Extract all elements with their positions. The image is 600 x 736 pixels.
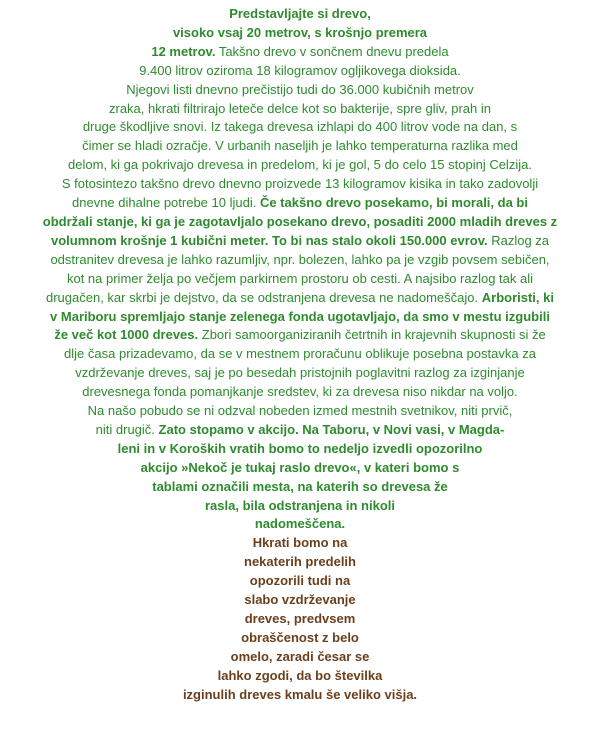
text-segment: nadomeščena. [254,516,346,532]
trunk-line-33 [0,610,600,629]
text-segment: že več kot 1000 dreves. [54,327,199,343]
crown-line-10 [0,175,600,194]
text-segment: odstranitev drevesa je lahko razumljiv, npr. bolezen, lahko pa je vzgib povsem sebičen, [50,251,550,267]
text-segment: omelo, zaradi česar se [230,648,370,664]
text-segment: druge škodljive snovi. Iz takega drevesa izhlapi do 400 litrov vode na dan, s [82,119,518,135]
crown-line-20 [0,364,600,383]
trunk-line-36 [0,667,600,686]
text-segment: slabo vzdrževanje [244,592,356,608]
text-segment: opozorili tudi na [249,573,351,589]
text-segment: drevesnega fonda pomanjkanje sredstev, ki za drevesa niso nikdar na voljo. [82,384,518,400]
text-segment: leni in v Koroških vratih bomo to nedeljo izvedli opozorilno [117,440,483,456]
text-segment: Arboristi, ki [481,289,554,305]
crown-line-17 [0,308,600,327]
crown-line-24 [0,440,600,459]
crown-line-1 [0,5,600,24]
crown-line-7 [0,118,600,137]
crown-line-11 [0,194,600,213]
trunk-line-30 [0,553,600,572]
text-segment: tablami označili mesta, na katerih so drevesa že [152,478,448,494]
trunk-line-32 [0,591,600,610]
crown-line-3 [0,43,600,62]
text-segment: dnevne dihalne potrebe 10 ljudi. [72,195,260,211]
text-segment: Predstavljajte si drevo, [229,6,371,21]
text-segment: rasla, bila odstranjena in nikoli [205,497,395,513]
text-segment: izginulih dreves kmalu še veliko višja. [182,686,418,702]
crown-line-28 [0,515,600,534]
trunk-line-29 [0,534,600,553]
text-segment: Na našo pobudo se ni odzval nobeden izmed mestnih svetnikov, niti prvič, [87,403,513,419]
crown-line-6 [0,100,600,119]
trunk-line-34 [0,629,600,648]
crown-line-15 [0,270,600,289]
crown-line-25 [0,459,600,478]
text-segment: Hkrati bomo na [252,535,348,551]
crown-line-14 [0,251,600,270]
text-segment: lahko zgodi, da bo številka [217,667,383,683]
trunk-line-35 [0,648,600,667]
text-segment: delom, ki ga pokrivajo drevesa in predelom, ki je gol, 5 do celo 15 stopinj Celzija. [68,157,532,173]
crown-line-5 [0,81,600,100]
text-segment: drugačen, kar skrbi je dejstvo, da se odstranjena drevesa ne nadomeščajo. [45,289,482,305]
trunk-line-37 [0,686,600,705]
text-segment: akcijo »Nekoč je tukaj raslo drevo«, v kateri bomo s [140,459,460,475]
text-segment: Razlog za [487,232,550,248]
crown-line-2 [0,24,600,43]
crown-line-27 [0,497,600,516]
crown-line-18 [0,326,600,345]
crown-line-9 [0,156,600,175]
text-segment: Zbori samoorganiziranih četrtnih in krajevnih skupnosti si že [198,327,546,343]
text-segment: nekaterih predelih [244,554,356,570]
crown-line-12 [0,213,600,232]
text-segment: niti drugič. [95,421,159,437]
text-segment: v Mariboru spremljajo stanje zelenega fonda ugotavljajo, da smo v mestu izgubili [50,308,550,324]
text-segment: 12 metrov. [151,43,216,59]
crown-line-23 [0,421,600,440]
text-segment: visoko vsaj 20 metrov, s krošnjo premera [172,24,428,40]
text-segment: kot na primer želja po večjem parkirnem prostoru ob cesti. A najsibo razlog tak ali [66,270,534,286]
crown-line-22 [0,402,600,421]
text-segment: vzdrževanje dreves, saj je po besedah pristojnih poglavitni razlog za izginjanje [75,365,525,381]
crown-line-8 [0,137,600,156]
text-segment: Zato stopamo v akcijo. Na Taboru, v Novi vasi, v Magda- [158,421,505,437]
crown-line-26 [0,478,600,497]
text-segment: Njegovi listi dnevno prečistijo tudi do 36.000 kubičnih metrov [126,81,474,97]
text-segment: Če takšno drevo posekamo, bi morali, da bi [259,195,528,211]
crown-line-16 [0,289,600,308]
crown-line-19 [0,345,600,364]
crown-line-13 [0,232,600,251]
text-segment: 9.400 litrov oziroma 18 kilogramov ogljikovega dioksida. [139,62,461,78]
text-segment: S fotosintezo takšno drevo dnevno proizvede 13 kilogramov kisika in tako zadovolji [61,176,539,192]
trunk-line-31 [0,572,600,591]
crown-line-4 [0,62,600,81]
text-segment: dreves, predvsem [244,611,356,626]
text-segment: zraka, hkrati filtrirajo leteče delce kot so bakterije, spre gliv, prah in [109,100,491,116]
text-segment: volumnom krošnje 1 kubični meter. To bi nas stalo okoli 150.000 evrov. [50,232,488,248]
text-segment: obraščenost z belo [241,629,359,645]
crown-line-21 [0,383,600,402]
text-segment: obdržali stanje, ki ga je zagotavljalo posekano drevo, posaditi 2000 mladih dreves z [42,213,558,229]
text-segment: čimer se hladi ozračje. V urbanih naseljih je lahko temperaturna razlika med [82,138,518,154]
text-segment: Takšno drevo v sončnem dnevu predela [215,43,449,59]
text-segment: dlje časa prizadevamo, da se v mestnem proračunu oblikuje posebna postavka za [64,346,536,362]
